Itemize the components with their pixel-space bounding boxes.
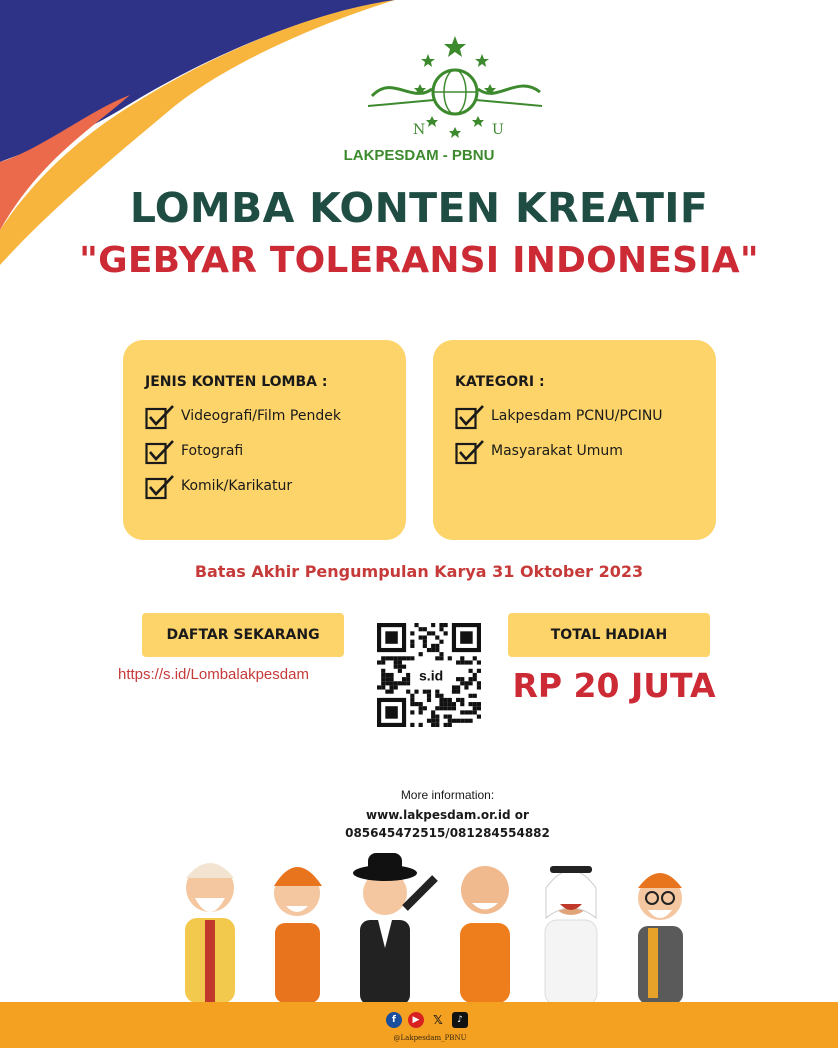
- x-icon[interactable]: 𝕏: [433, 1013, 443, 1027]
- content-type-label: Komik/Karikatur: [181, 478, 293, 494]
- content-types-list: [145, 404, 341, 509]
- categories-heading: KATEGORI :: [455, 374, 545, 390]
- character-black-hat: [353, 853, 435, 1005]
- youtube-icon[interactable]: ▶: [408, 1012, 424, 1028]
- checkbox-checked-icon: [145, 439, 175, 465]
- categories-card: [433, 340, 716, 540]
- total-prize-amount: RP 20 JUTA: [512, 666, 716, 705]
- character-turban-elder: [638, 873, 683, 1004]
- footer-bar: [0, 1002, 838, 1048]
- list-item: [455, 404, 663, 439]
- character-elder-yellow-robe: [185, 863, 235, 1003]
- qr-code: [377, 623, 481, 727]
- checkbox-checked-icon: [455, 404, 485, 430]
- social-icons: [386, 1012, 468, 1028]
- categories-list: [455, 404, 663, 474]
- register-link[interactable]: https://s.id/Lombalakpesdam: [118, 666, 309, 683]
- qr-label: s.id: [419, 667, 444, 684]
- total-prize-label: TOTAL HADIAH: [508, 613, 710, 657]
- logo-letter-n: N: [413, 122, 426, 138]
- tiktok-icon[interactable]: ♪: [452, 1012, 468, 1028]
- character-orange-hat: [274, 867, 322, 1003]
- page-title: LOMBA KONTEN KREATIF: [129, 184, 709, 232]
- more-info-label: More information:: [400, 788, 495, 802]
- content-types-heading: JENIS KONTEN LOMBA :: [145, 374, 328, 390]
- list-item: [145, 439, 341, 474]
- character-white-robe: [545, 866, 597, 1005]
- category-label: Lakpesdam PCNU/PCINU: [491, 408, 663, 424]
- checkbox-checked-icon: [455, 439, 485, 465]
- category-label: Masyarakat Umum: [491, 443, 623, 459]
- facebook-icon[interactable]: f: [386, 1012, 402, 1028]
- checkbox-checked-icon: [145, 474, 175, 500]
- social-handle: @Lakpesdam_PBNU: [393, 1034, 467, 1042]
- checkbox-checked-icon: [145, 404, 175, 430]
- register-button[interactable]: DAFTAR SEKARANG: [142, 613, 344, 657]
- content-types-card: [123, 340, 406, 540]
- list-item: [455, 439, 663, 474]
- character-monk: [460, 866, 510, 1003]
- contact-website[interactable]: www.lakpesdam.or.id or: [366, 808, 529, 822]
- list-item: [145, 404, 341, 439]
- content-type-label: Fotografi: [181, 443, 244, 459]
- contact-phones: 085645472515/081284554882: [345, 826, 550, 840]
- people-illustration: [150, 848, 710, 1008]
- organization-name: LAKPESDAM - PBNU: [343, 147, 495, 164]
- content-type-label: Videografi/Film Pendek: [181, 408, 341, 424]
- logo-letter-u: U: [492, 122, 504, 138]
- page-subtitle: "GEBYAR TOLERANSI INDONESIA": [79, 240, 759, 281]
- nu-logo-emblem: [362, 34, 548, 144]
- submission-deadline: Batas Akhir Pengumpulan Karya 31 Oktober 2023: [194, 562, 644, 581]
- list-item: [145, 474, 341, 509]
